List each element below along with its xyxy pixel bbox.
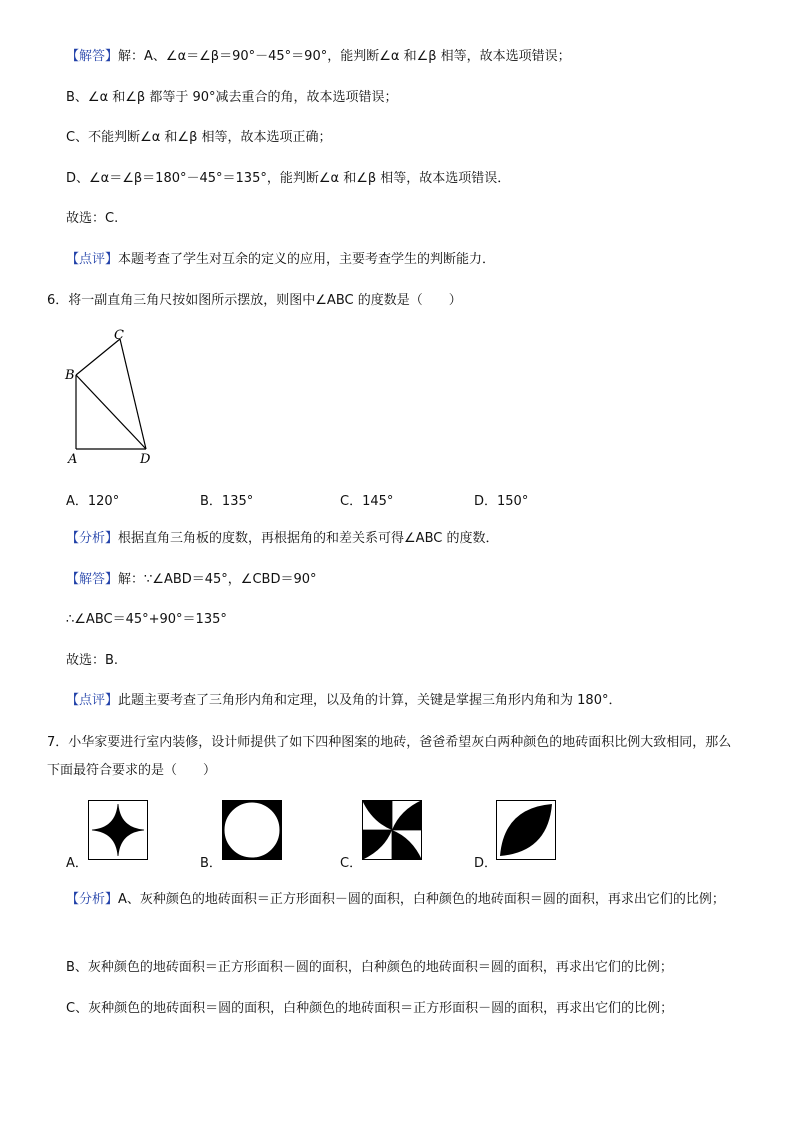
analysis-tag: 【分析】: [66, 531, 119, 546]
segment-bc: [76, 339, 120, 375]
q6-comment-text: 此题主要考查了三角形内角和定理，以及角的计算，关键是掌握三角形内角和为 180°．: [118, 693, 622, 708]
q7-analysis-a: A、灰种颜色的地砖面积＝正方形面积－圆的面积，白种颜色的地砖面积＝圆的面积，再求出它们的比例；: [118, 892, 725, 907]
q5-answer: 故选：C.: [66, 211, 119, 226]
q7-analysis-c: C、灰种颜色的地砖面积＝圆的面积，白种颜色的地砖面积＝正方形面积－圆的面积，再求出它们的比例；: [66, 1001, 674, 1016]
label-d: D: [140, 452, 151, 467]
q6-solution-text: 解：∵∠ABD＝45°，∠CBD＝90°: [118, 572, 317, 587]
q6-option-c[interactable]: C．145°: [340, 494, 394, 509]
label-c: C: [114, 328, 124, 343]
q5-solution-b: B、∠α 和∠β 都等于 90°减去重合的角，故本选项错误；: [66, 90, 398, 105]
q6-analysis-text: 根据直角三角板的度数，再根据角的和差关系可得∠ABC 的度数．: [118, 531, 499, 546]
q5-solution-c: C、不能判断∠α 和∠β 相等，故本选项正确；: [66, 130, 332, 145]
q5-comment: [66, 251, 495, 269]
q6-analysis: [66, 530, 498, 548]
label-a: A: [68, 452, 78, 467]
q5-solution-a: 解：A、∠α＝∠β＝90°－45°＝90°，能判断∠α 和∠β 相等，故本选项错误；: [118, 49, 571, 64]
q7-option-a[interactable]: A．: [66, 856, 88, 871]
comment-tag: 【点评】: [66, 252, 119, 267]
q7-option-b[interactable]: B．: [200, 856, 222, 871]
q6-stem: 6．将一副直角三角尺按如图所示摆放，则图中∠ABC 的度数是（ ）: [47, 293, 462, 308]
segment-cd: [120, 339, 146, 449]
tile-d-figure: [496, 800, 556, 860]
q7-analysis: [66, 886, 736, 914]
q6-figure: [60, 325, 170, 475]
solution-tag: 【解答】: [66, 49, 119, 64]
label-b: B: [65, 368, 75, 383]
q6-answer: 故选：B.: [66, 653, 119, 668]
solution-tag: 【解答】: [66, 572, 119, 587]
tile-b-figure: [222, 800, 282, 860]
q5-solution-d: D、∠α＝∠β＝180°－45°＝135°，能判断∠α 和∠β 相等，故本选项错误．: [66, 171, 511, 186]
q7-option-c[interactable]: C．: [340, 856, 363, 871]
tile-a-figure: [88, 800, 148, 860]
q6-option-b[interactable]: B．135°: [200, 494, 254, 509]
analysis-tag: 【分析】: [66, 892, 119, 907]
q6-solution: [66, 571, 317, 589]
segment-bd: [76, 375, 146, 449]
q6-step: ∴∠ABC＝45°+90°＝135°: [66, 612, 227, 627]
q6-comment: [66, 692, 621, 710]
comment-tag: 【点评】: [66, 693, 119, 708]
q5-comment-text: 本题考查了学生对互余的定义的应用，主要考查学生的判断能力．: [118, 252, 496, 267]
q5-solution: [66, 48, 571, 66]
q7-analysis-b: B、灰种颜色的地砖面积＝正方形面积－圆的面积，白种颜色的地砖面积＝圆的面积，再求出它们的比例；: [66, 960, 673, 975]
q7-option-d[interactable]: D．: [474, 856, 498, 871]
q7-stem: 7．小华家要进行室内装修，设计师提供了如下四种图案的地砖，爸爸希望灰白两种颜色的地砖面积比例大致相同，那么下面最符合要求的是（ ）: [47, 735, 732, 778]
tile-c-figure: [362, 800, 422, 860]
q6-option-d[interactable]: D．150°: [474, 494, 529, 509]
q6-option-a[interactable]: A．120°: [66, 494, 120, 509]
